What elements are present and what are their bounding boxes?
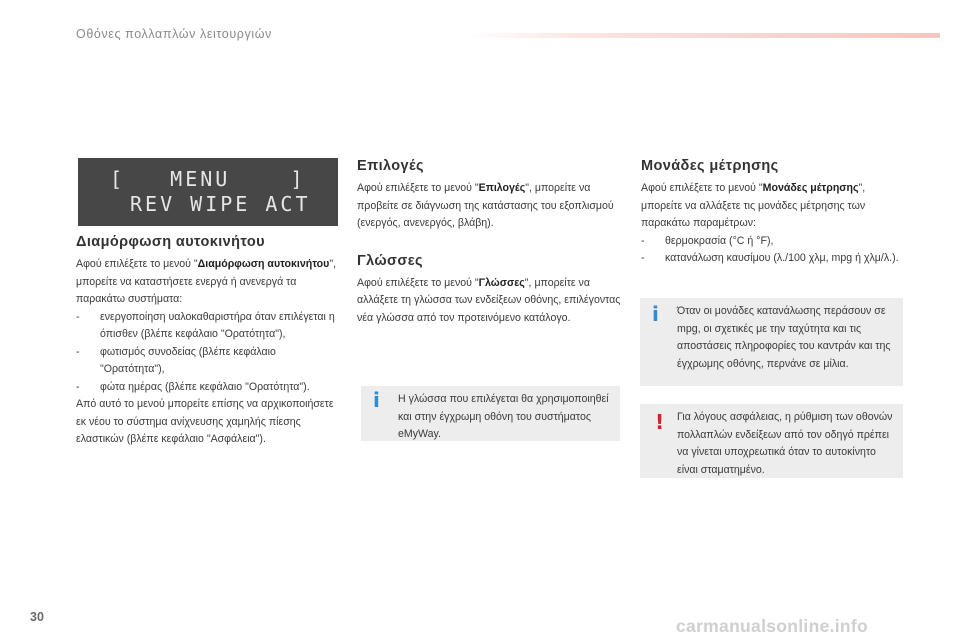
- safety-warning-note: [640, 404, 903, 478]
- vehicle-config-intro: [76, 256, 338, 309]
- options-languages-section: [357, 158, 623, 327]
- language-note-text: Η γλώσσα που επιλέγεται θα χρησιμοποιηθεί και στην έγχρωμη οθόνη του συστήματος eMyWay.: [398, 393, 609, 440]
- languages-suffix: ", μπορείτε να αλλάξετε τη γλώσσα των ενδείξεων οθόνης, επιλέγοντας νέα γλώσσα από τον προτεινόμενο κατάλογο.: [357, 276, 621, 324]
- list-item: - θερμοκρασία (°C ή °F),: [641, 233, 907, 251]
- languages-prefix: Αφού επιλέξετε το μενού ": [357, 276, 479, 289]
- units-heading: Μονάδες μέτρησης: [641, 158, 779, 174]
- units-list: [641, 233, 907, 268]
- intro-prefix: Αφού επιλέξετε το μενού ": [76, 258, 198, 270]
- page-header-title: Οθόνες πολλαπλών λειτουργιών: [76, 27, 272, 41]
- list-item: - φωτισμός συνοδείας (βλέπε κεφάλαιο "Ορατότητα"),: [76, 344, 338, 379]
- units-prefix: Αφού επιλέξετε το μενού ": [641, 182, 763, 194]
- info-icon: i: [652, 302, 659, 326]
- page-number: 30: [30, 610, 44, 624]
- intro-suffix: ", μπορείτε να καταστήσετε ενεργά ή ανενεργά τα παρακάτω συστήματα:: [76, 258, 337, 305]
- list-item: - φώτα ημέρας (βλέπε κεφάλαιο "Ορατότητα").: [76, 379, 338, 397]
- vehicle-config-list: [76, 309, 338, 397]
- vehicle-config-outro: Από αυτό το μενού μπορείτε επίσης να αρχικοποιήσετε εκ νέου το σύστημα ανίχνευσης χαμηλής πίεσης ελαστικών (βλέπε κεφάλαιο "Ασφάλεια").: [76, 398, 334, 445]
- options-paragraph: [357, 180, 623, 233]
- warning-text: Για λόγους ασφάλειας, η ρύθμιση των οθονών πολλαπλών ενδείξεων από τον οδηγό πρέπει να γίνεται υποχρεωτικά όταν το αυτοκίνητο είναι σταματημένο.: [677, 411, 893, 476]
- list-item: - ενεργοποίηση υαλοκαθαριστήρα όταν επιλέγεται η όπισθεν (βλέπε κεφάλαιο "Ορατότητα"),: [76, 309, 338, 344]
- vehicle-config-heading: Διαμόρφωση αυτοκινήτου: [76, 234, 265, 250]
- units-suffix: ", μπορείτε να αλλάξετε τις μονάδες μέτρησης των παρακάτω παραμέτρων:: [641, 182, 866, 229]
- languages-heading: Γλώσσες: [357, 252, 423, 269]
- list-item: - κατανάλωση καυσίμου (λ./100 χλμ, mpg ή χλμ/λ.).: [641, 250, 907, 268]
- language-info-note: [361, 386, 620, 441]
- header-decor-bar: [470, 33, 940, 38]
- units-paragraph: [641, 180, 907, 233]
- info-icon: i: [373, 388, 380, 412]
- units-info-note: [640, 298, 903, 386]
- lcd-display: [78, 158, 338, 226]
- languages-menu-name: Γλώσσες: [478, 276, 525, 289]
- units-info-text: Όταν οι μονάδες κατανάλωσης περάσουν σε mpg, οι σχετικές με την ταχύτητα και τις αποστάσεις πληροφορίες του καντράν και της έγχρωμης οθόνης, περνάνε σε μίλια.: [677, 305, 891, 370]
- units-menu-name: Μονάδες μέτρησης: [762, 182, 859, 194]
- units-section: [641, 158, 907, 268]
- warning-icon: !: [655, 410, 665, 434]
- options-menu-name: Επιλογές: [478, 182, 526, 194]
- intro-menu-name: Διαμόρφωση αυτοκινήτου: [197, 258, 330, 270]
- lcd-line-1: [ MENU ]: [110, 167, 306, 191]
- lcd-line-2: REV WIPE ACT: [130, 192, 311, 216]
- options-heading: Επιλογές: [357, 158, 424, 174]
- options-suffix: ", μπορείτε να προβείτε σε διάγνωση της κατάστασης του εξοπλισμού (ενεργός, ανενεργός, βλάβη).: [357, 182, 614, 229]
- languages-paragraph: [357, 275, 623, 328]
- options-prefix: Αφού επιλέξετε το μενού ": [357, 182, 479, 194]
- watermark: carmanualsonline.info: [676, 616, 869, 636]
- vehicle-config-section: [76, 158, 338, 449]
